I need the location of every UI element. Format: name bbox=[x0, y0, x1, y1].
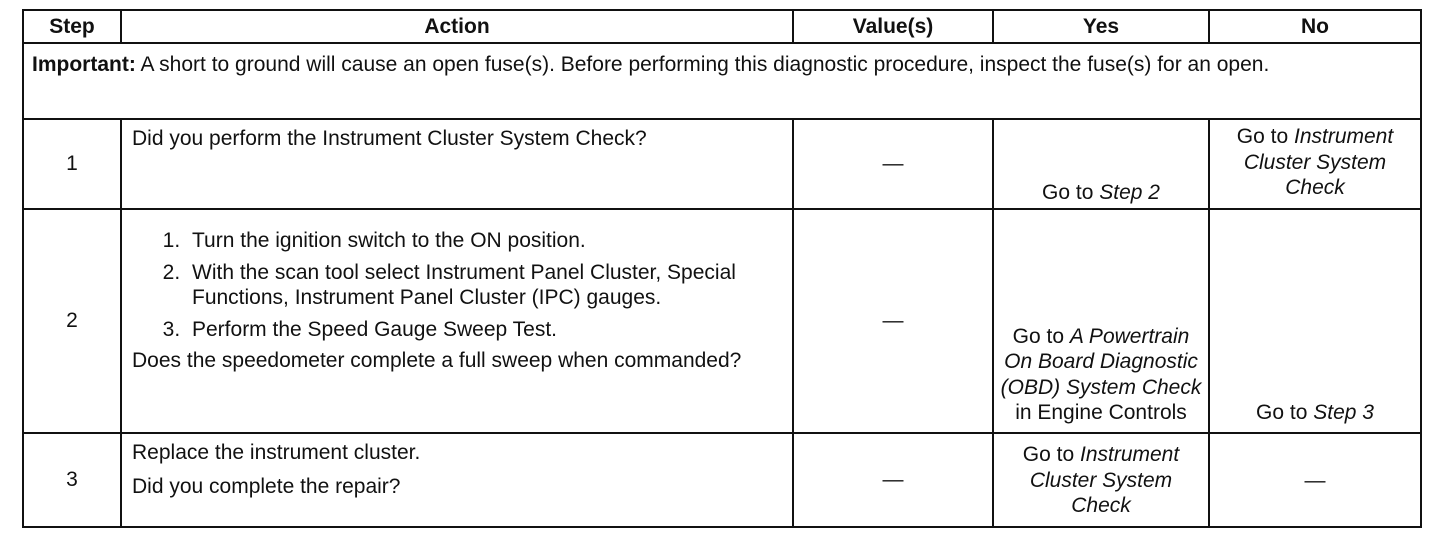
value-cell: — bbox=[793, 209, 993, 433]
header-row bbox=[23, 10, 1421, 43]
step-number: 2 bbox=[23, 209, 121, 433]
no-cell: — bbox=[1209, 433, 1421, 527]
no-cell bbox=[1209, 119, 1421, 209]
yes-suffix: in Engine Controls bbox=[1015, 401, 1187, 425]
no-prefix: Go to bbox=[1256, 401, 1314, 425]
table-row bbox=[23, 433, 1421, 527]
list-item: 1. Turn the ignition switch to the ON position. bbox=[186, 228, 782, 254]
important-text: A short to ground will cause an open fuse(s). Before performing this diagnostic procedure, inspect the fuse(s) for an open. bbox=[135, 53, 1270, 76]
important-label: Important: bbox=[32, 53, 136, 76]
list-item: 2. With the scan tool select Instrument Panel Cluster, Special Functions, Instrument Panel Cluster (IPC) gauges. bbox=[186, 260, 782, 311]
no-prefix: Go to bbox=[1236, 125, 1294, 148]
list-item: 3. Perform the Speed Gauge Sweep Test. bbox=[186, 317, 782, 343]
action-line: Replace the instrument cluster. bbox=[132, 441, 421, 464]
table-row bbox=[23, 209, 1421, 433]
value-cell: — bbox=[793, 433, 993, 527]
header-values: Value(s) bbox=[793, 10, 993, 43]
yes-cell bbox=[993, 209, 1209, 433]
yes-prefix: Go to bbox=[1012, 324, 1070, 348]
substep-list bbox=[132, 228, 782, 342]
header-yes: Yes bbox=[993, 10, 1209, 43]
yes-link[interactable]: Step 2 bbox=[1099, 181, 1160, 205]
value-cell: — bbox=[793, 119, 993, 209]
important-note bbox=[23, 43, 1421, 119]
action-cell bbox=[121, 433, 793, 527]
header-step: Step bbox=[23, 10, 121, 43]
yes-prefix: Go to bbox=[1022, 443, 1080, 466]
step-number: 1 bbox=[23, 119, 121, 209]
diagnostic-table bbox=[22, 9, 1422, 528]
step-number: 3 bbox=[23, 433, 121, 527]
no-link[interactable]: Step 3 bbox=[1313, 401, 1374, 425]
action-cell bbox=[121, 209, 793, 433]
no-cell bbox=[1209, 209, 1421, 433]
yes-link[interactable]: A Powertrain On Board Diagnostic (OBD) System Check bbox=[1000, 324, 1202, 399]
action-text: Did you perform the Instrument Cluster System Check? bbox=[121, 119, 793, 209]
important-row bbox=[23, 43, 1421, 119]
yes-prefix: Go to bbox=[1042, 181, 1100, 205]
yes-cell bbox=[993, 433, 1209, 527]
no-link[interactable]: Instrument Cluster System Check bbox=[1243, 125, 1394, 200]
yes-cell bbox=[993, 119, 1209, 209]
table-row bbox=[23, 119, 1421, 209]
yes-link[interactable]: Instrument Cluster System Check bbox=[1029, 443, 1180, 518]
question-text: Does the speedometer complete a full sweep when commanded? bbox=[132, 349, 742, 373]
header-no: No bbox=[1209, 10, 1421, 43]
header-action: Action bbox=[121, 10, 793, 43]
question-text: Did you complete the repair? bbox=[132, 474, 401, 498]
